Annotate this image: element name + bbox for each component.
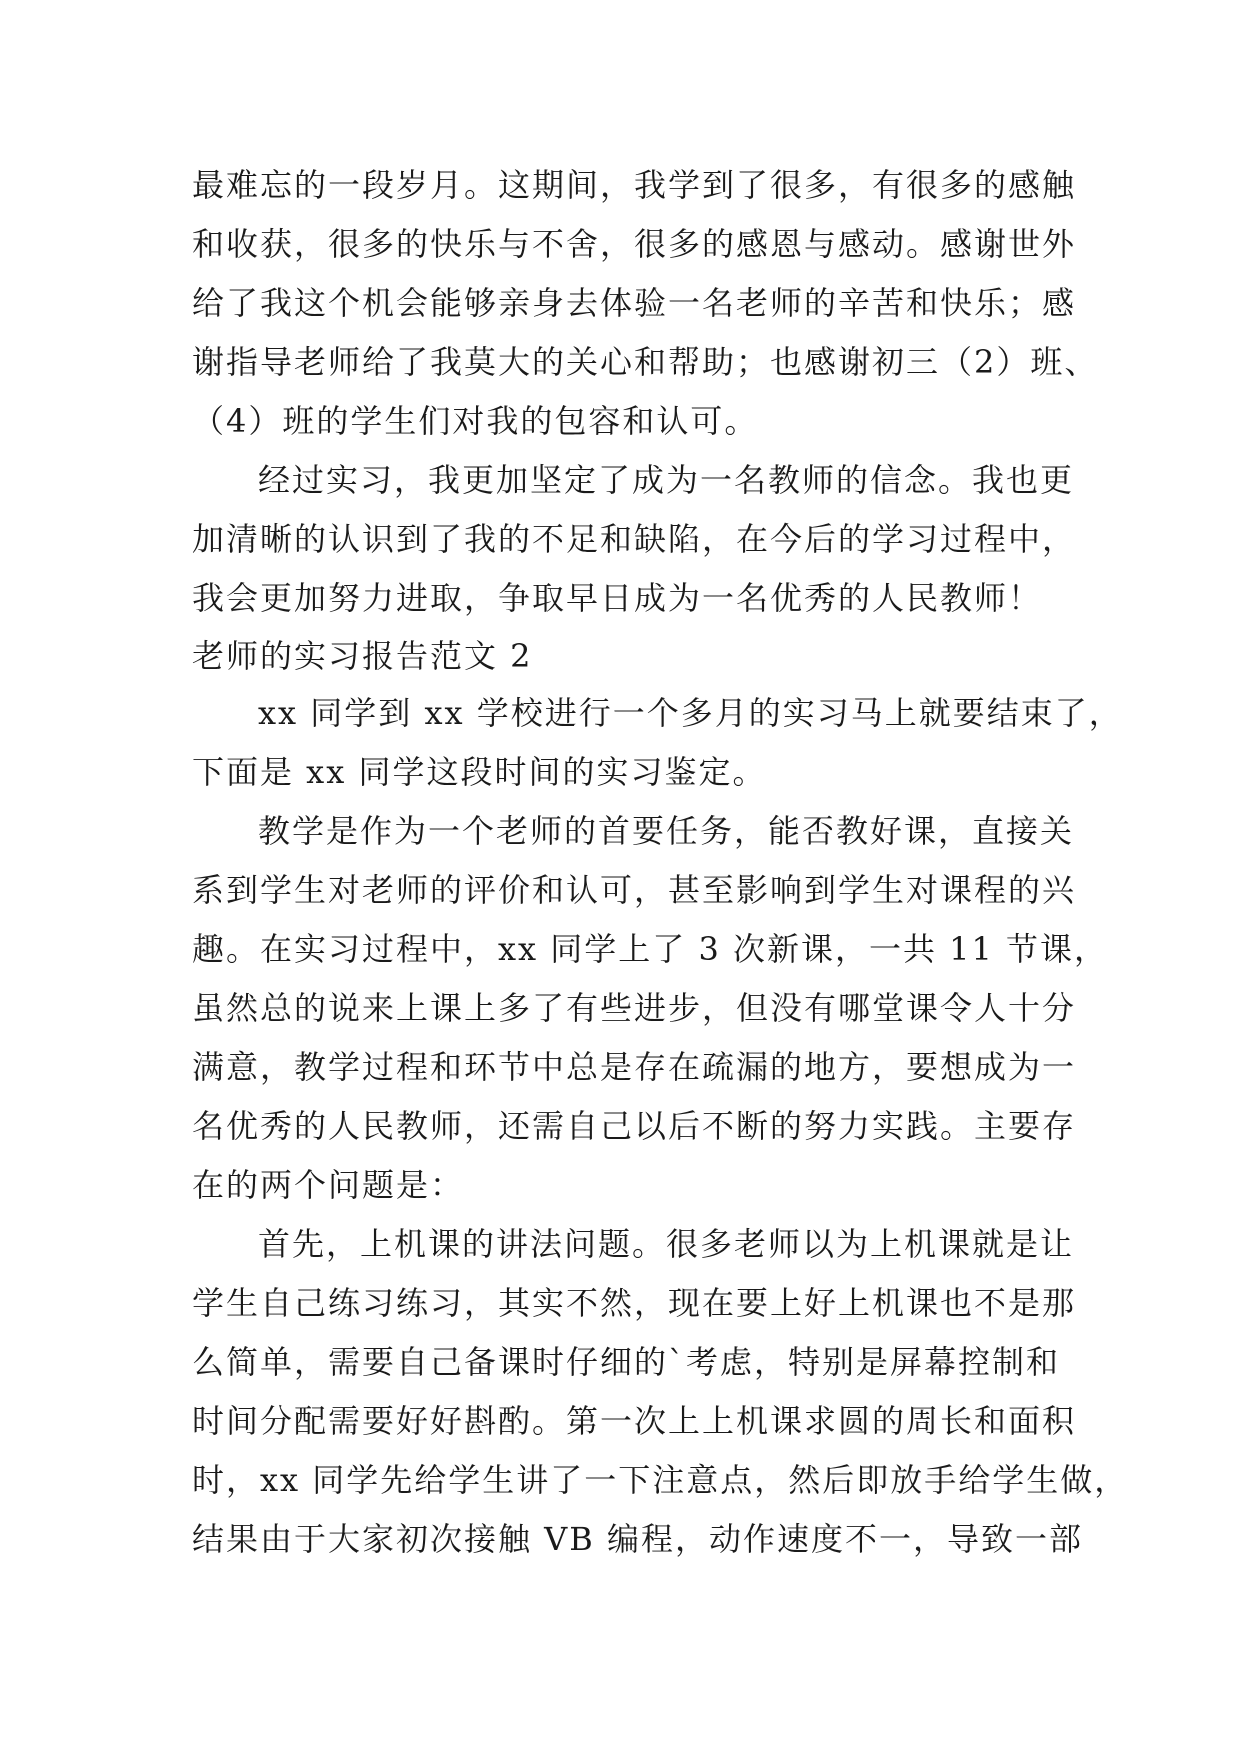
text-line: 时，xx 同学先给学生讲了一下注意点，然后即放手给学生做， xyxy=(192,1461,1129,1499)
text-line: 学生自己练习练习，其实不然，现在要上好上机课也不是那 xyxy=(192,1284,1077,1322)
text-line: 最难忘的一段岁月。这期间，我学到了很多，有很多的感触 xyxy=(192,166,1077,204)
paragraph-2 xyxy=(192,451,1092,628)
text-line: 时间分配需要好好斟酌。第一次上上机课求圆的周长和面积 xyxy=(192,1402,1077,1440)
text-line: 首先，上机课的讲法问题。很多老师以为上机课就是让 xyxy=(258,1225,1075,1263)
text-line: 么简单，需要自己备课时仔细的`考虑，特别是屏幕控制和 xyxy=(192,1343,1061,1381)
paragraph-4 xyxy=(192,802,1109,1215)
text-line: 和收获，很多的快乐与不舍，很多的感恩与感动。感谢世外 xyxy=(192,225,1077,263)
text-line: 下面是 xx 同学这段时间的实习鉴定。 xyxy=(192,753,767,791)
text-line: 满意，教学过程和环节中总是存在疏漏的地方，要想成为一 xyxy=(192,1048,1077,1086)
text-line: 教学是作为一个老师的首要任务，能否教好课，直接关 xyxy=(258,812,1075,850)
document-body xyxy=(192,156,1129,1569)
text-line: 给了我这个机会能够亲身去体验一名老师的辛苦和快乐；感 xyxy=(192,284,1077,322)
text-line: xx 同学到 xx 学校进行一个多月的实习马上就要结束了， xyxy=(258,694,1123,732)
text-line: 结果由于大家初次接触 VB 编程，动作速度不一，导致一部 xyxy=(192,1520,1083,1558)
text-line: 名优秀的人民教师，还需自己以后不断的努力实践。主要存 xyxy=(192,1107,1077,1145)
text-line: 加清晰的认识到了我的不足和缺陷，在今后的学习过程中， xyxy=(192,520,1077,558)
text-line: （4）班的学生们对我的包容和认可。 xyxy=(192,402,759,440)
text-line: 在的两个问题是： xyxy=(192,1166,465,1204)
paragraph-3 xyxy=(192,684,1123,802)
text-line: 系到学生对老师的评价和认可，甚至影响到学生对课程的兴 xyxy=(192,871,1077,909)
text-line: 我会更加努力进取，争取早日成为一名优秀的人民教师！ xyxy=(192,579,1043,617)
text-line: 趣。在实习过程中，xx 同学上了 3 次新课，一共 11 节课， xyxy=(192,930,1109,968)
paragraph-5 xyxy=(192,1215,1129,1569)
text-line: 经过实习，我更加坚定了成为一名教师的信念。我也更 xyxy=(258,461,1075,499)
text-line: 虽然总的说来上课上多了有些进步，但没有哪堂课令人十分 xyxy=(192,989,1077,1027)
section-heading: 老师的实习报告范文 2 xyxy=(192,637,533,675)
paragraph-1 xyxy=(192,156,1099,451)
text-line: 谢指导老师给了我莫大的关心和帮助；也感谢初三（2）班、 xyxy=(192,343,1099,381)
